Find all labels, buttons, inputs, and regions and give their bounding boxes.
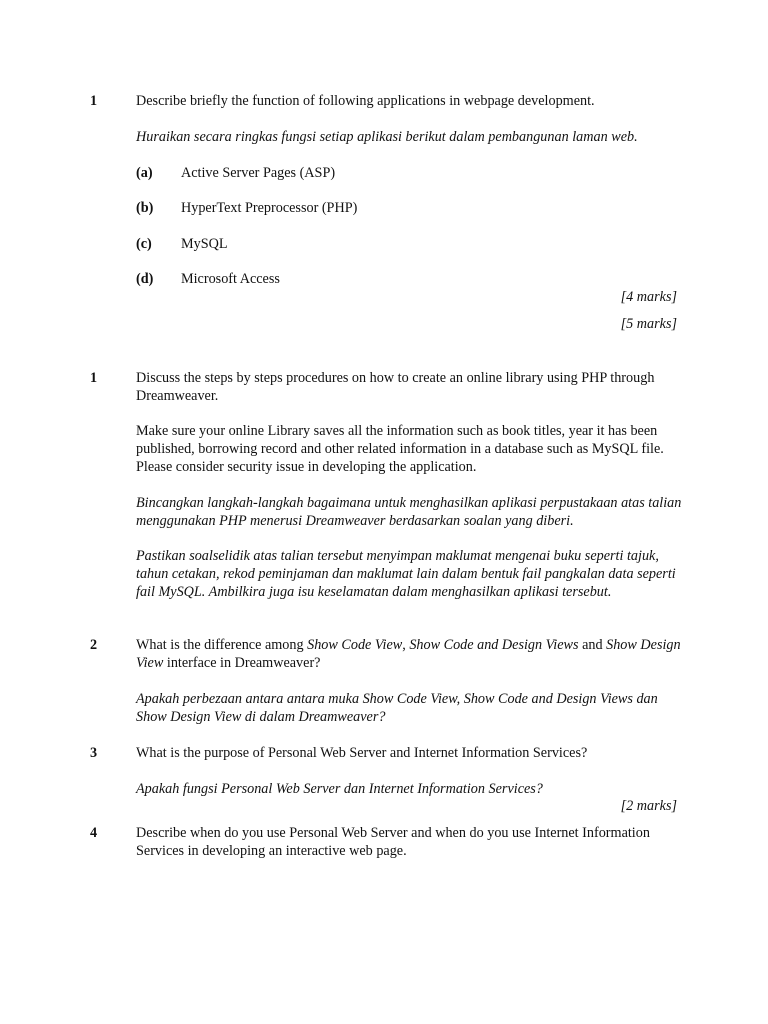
- question-number: 2: [90, 637, 98, 653]
- marks-label: [4 marks]: [620, 289, 677, 305]
- question-text-en: What is the purpose of Personal Web Server and Internet Information Services?: [136, 745, 588, 761]
- question-text-ms: Apakah perbezaan antara antara muka Show Code View, Show Code and Design Views dan Show Design View di dalam Dreamweaver?: [136, 691, 658, 725]
- question-text-ms: Bincangkan langkah-langkah bagaimana untuk menghasilkan aplikasi perpustakaan atas talian menggunakan PHP menerusi Dreamweaver berdasarkan soalan yang diberi.: [136, 495, 682, 529]
- item-label: (b): [136, 200, 154, 216]
- item-text: Microsoft Access: [181, 271, 280, 287]
- item-text: MySQL: [181, 236, 228, 252]
- question-number: 1: [90, 93, 98, 109]
- question-text-en: What is the difference among Show Code View, Show Code and Design Views and Show Design View interface in Dreamweaver?: [136, 637, 681, 671]
- marks-label: [5 marks]: [620, 316, 677, 332]
- item-text: HyperText Preprocessor (PHP): [181, 200, 358, 216]
- question-text-ms: Huraikan secara ringkas fungsi setiap aplikasi berikut dalam pembangunan laman web.: [136, 129, 638, 145]
- item-label: (d): [136, 271, 154, 287]
- question-text-ms: Apakah fungsi Personal Web Server dan Internet Information Services?: [136, 781, 543, 797]
- question-text-en: Describe when do you use Personal Web Server and when do you use Internet Information Services in developing an interactive web page.: [136, 825, 650, 859]
- item-label: (c): [136, 236, 152, 252]
- question-number: 3: [90, 745, 98, 761]
- question-text-en: Discuss the steps by steps procedures on how to create an online library using PHP through Dreamweaver.: [136, 370, 655, 404]
- marks-label: [2 marks]: [620, 798, 677, 814]
- question-text-en: Make sure your online Library saves all the information such as book titles, year it has been published, borrowing record and other related information in a database such as MySQL file. Please consider security issue in developing the application.: [136, 423, 664, 475]
- question-text-ms: Pastikan soalselidik atas talian tersebut menyimpan maklumat mengenai buku seperti tajuk, tahun cetakan, rekod peminjaman dan maklumat lain dalam bentuk fail pangkalan data seperti fail MySQL. Ambilkira juga isu keselamatan dalam menghasilkan aplikasi tersebut.: [136, 548, 676, 600]
- item-text: Active Server Pages (ASP): [181, 165, 336, 181]
- question-text-en: Describe briefly the function of following applications in webpage development.: [136, 93, 595, 109]
- item-label: (a): [136, 165, 153, 181]
- question-number: 4: [90, 825, 98, 841]
- question-number: 1: [90, 370, 98, 386]
